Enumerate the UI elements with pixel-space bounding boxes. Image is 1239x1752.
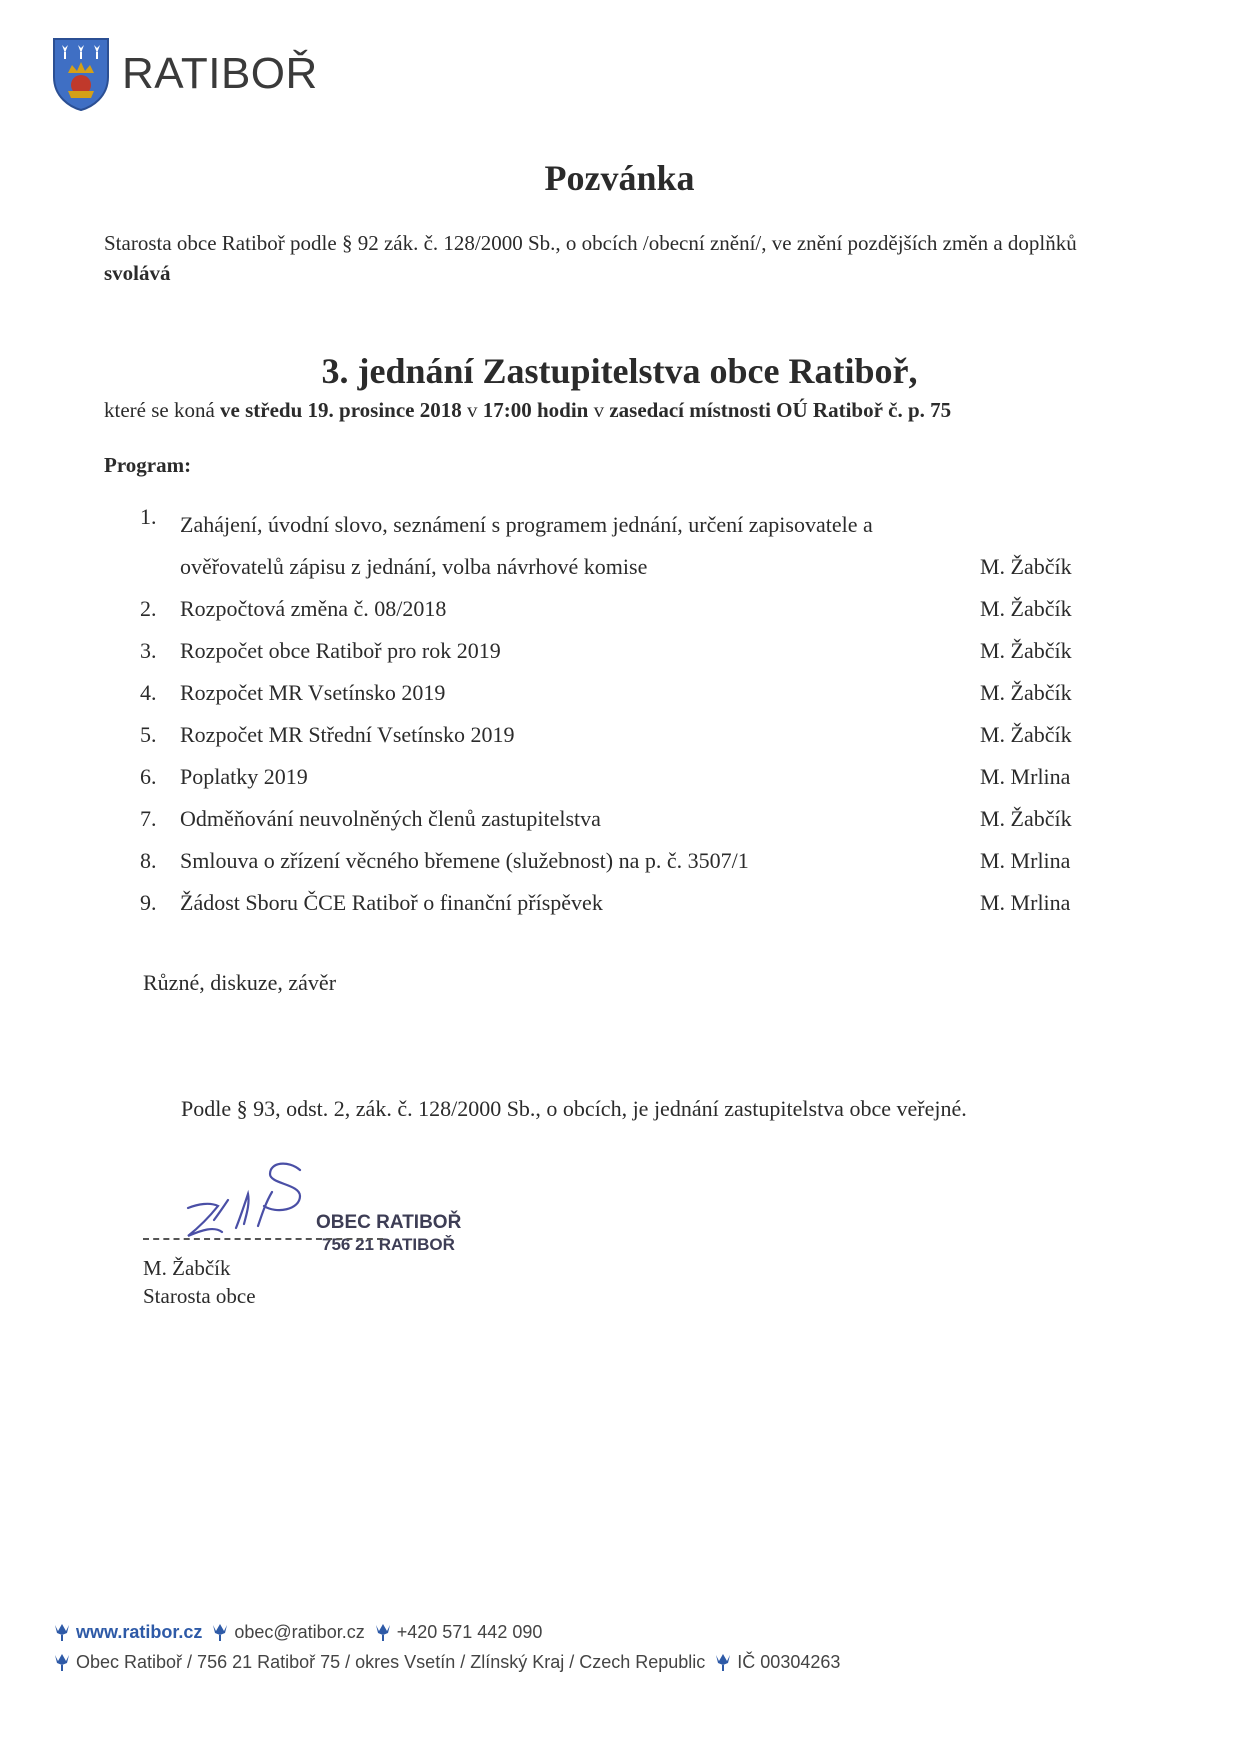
item-text: Žádost Sboru ČCE Ratiboř o finanční příspěvek: [180, 890, 603, 915]
flower-bullet-icon: [54, 1623, 70, 1641]
stamp-line-1: OBEC RATIBOŘ: [316, 1212, 462, 1233]
company-id: IČ 00304263: [737, 1651, 841, 1672]
meeting-location: zasedací místnosti OÚ Ratiboř č. p. 75: [609, 398, 952, 422]
item-number: 3.: [140, 638, 157, 663]
intro-paragraph: [104, 228, 1144, 288]
meeting-date: ve středu 19. prosince 2018: [220, 398, 462, 422]
municipality-logo: [52, 37, 318, 111]
item-text: Rozpočet MR Vsetínsko 2019: [180, 680, 446, 705]
item-presenter: M. Žabčík: [980, 554, 1072, 579]
item-number: 8.: [140, 848, 157, 873]
item-text: Rozpočet MR Střední Vsetínsko 2019: [180, 722, 515, 747]
item-presenter: M. Mrlina: [980, 890, 1071, 915]
meeting-time: 17:00 hodin: [482, 398, 589, 422]
item-text: Smlouva o zřízení věcného břemene (služebnost) na p. č. 3507/1: [180, 848, 749, 873]
signer-name: M. Žabčík: [143, 1256, 231, 1280]
item-presenter: M. Žabčík: [980, 638, 1072, 663]
program-item: [140, 588, 1100, 630]
item-presenter: M. Žabčík: [980, 806, 1072, 831]
item-text: Rozpočet obce Ratiboř pro rok 2019: [180, 638, 501, 663]
program-list: [140, 504, 1100, 924]
website-link[interactable]: www.ratibor.cz: [76, 1621, 203, 1642]
program-item: [140, 672, 1100, 714]
coat-of-arms-icon: [52, 37, 110, 111]
item-presenter: M. Žabčík: [980, 680, 1072, 705]
misc-item: Různé, diskuze, závěr: [143, 970, 337, 995]
footer-address-row: [54, 1647, 850, 1677]
item-number: 6.: [140, 764, 157, 789]
item-number: 2.: [140, 596, 157, 621]
flower-bullet-icon: [715, 1653, 731, 1671]
document-title: Pozvánka: [544, 158, 695, 198]
item-number: 1.: [140, 504, 157, 529]
meeting-prefix: které se koná: [104, 398, 215, 422]
item-number: 7.: [140, 806, 157, 831]
stamp-line-2: 756 21 RATIBOŘ: [322, 1235, 455, 1250]
flower-bullet-icon: [54, 1653, 70, 1671]
footer-contact-row: [54, 1617, 850, 1647]
item-presenter: M. Mrlina: [980, 848, 1071, 873]
signature-line: [143, 1238, 383, 1240]
postal-address: Obec Ratiboř / 756 21 Ratiboř 75 / okres Vsetín / Zlínský Kraj / Czech Republic: [76, 1651, 706, 1672]
legal-notice: Podle § 93, odst. 2, zák. č. 128/2000 Sb., o obcích, je jednání zastupitelstva obce veřejné.: [181, 1096, 967, 1121]
program-item: [140, 756, 1100, 798]
program-label: Program:: [104, 453, 192, 477]
intro-text: Starosta obce Ratiboř podle § 92 zák. č. 128/2000 Sb., o obcích /obecní znění/, ve znění pozdějších změn a doplňků: [104, 231, 1077, 255]
signer-role: Starosta obce: [143, 1284, 256, 1308]
item-presenter: M. Žabčík: [980, 722, 1072, 747]
item-text: Zahájení, úvodní slovo, seznámení s programem jednání, určení zapisovatele a ověřovatelů zápisu z jednání, volba návrhové komise: [180, 512, 873, 579]
meeting-heading: 3. jednání Zastupitelstva obce Ratiboř,: [321, 351, 918, 391]
meeting-connector: v: [593, 398, 605, 422]
email-link[interactable]: obec@ratibor.cz: [234, 1621, 365, 1642]
signature-stamp: [140, 1150, 500, 1250]
phone-number: +420 571 442 090: [396, 1621, 543, 1642]
item-number: 9.: [140, 890, 157, 915]
item-text: Rozpočtová změna č. 08/2018: [180, 596, 447, 621]
program-item: [140, 840, 1100, 882]
program-item: [140, 504, 1100, 588]
flower-bullet-icon: [375, 1623, 391, 1641]
program-item: [140, 882, 1100, 924]
program-item: [140, 714, 1100, 756]
item-presenter: M. Žabčík: [980, 596, 1072, 621]
meeting-info: [104, 398, 951, 423]
item-number: 5.: [140, 722, 157, 747]
footer: [54, 1617, 850, 1677]
item-presenter: M. Mrlina: [980, 764, 1071, 789]
item-number: 4.: [140, 680, 157, 705]
item-text: Odměňování neuvolněných členů zastupitelstva: [180, 806, 601, 831]
program-item: [140, 630, 1100, 672]
handwritten-signature: [188, 1164, 300, 1236]
program-item: [140, 798, 1100, 840]
meeting-connector: v: [466, 398, 478, 422]
brand-name: RATIBOŘ: [122, 49, 318, 98]
intro-bold: svolává: [104, 261, 171, 285]
flower-bullet-icon: [212, 1623, 228, 1641]
item-text: Poplatky 2019: [180, 764, 308, 789]
